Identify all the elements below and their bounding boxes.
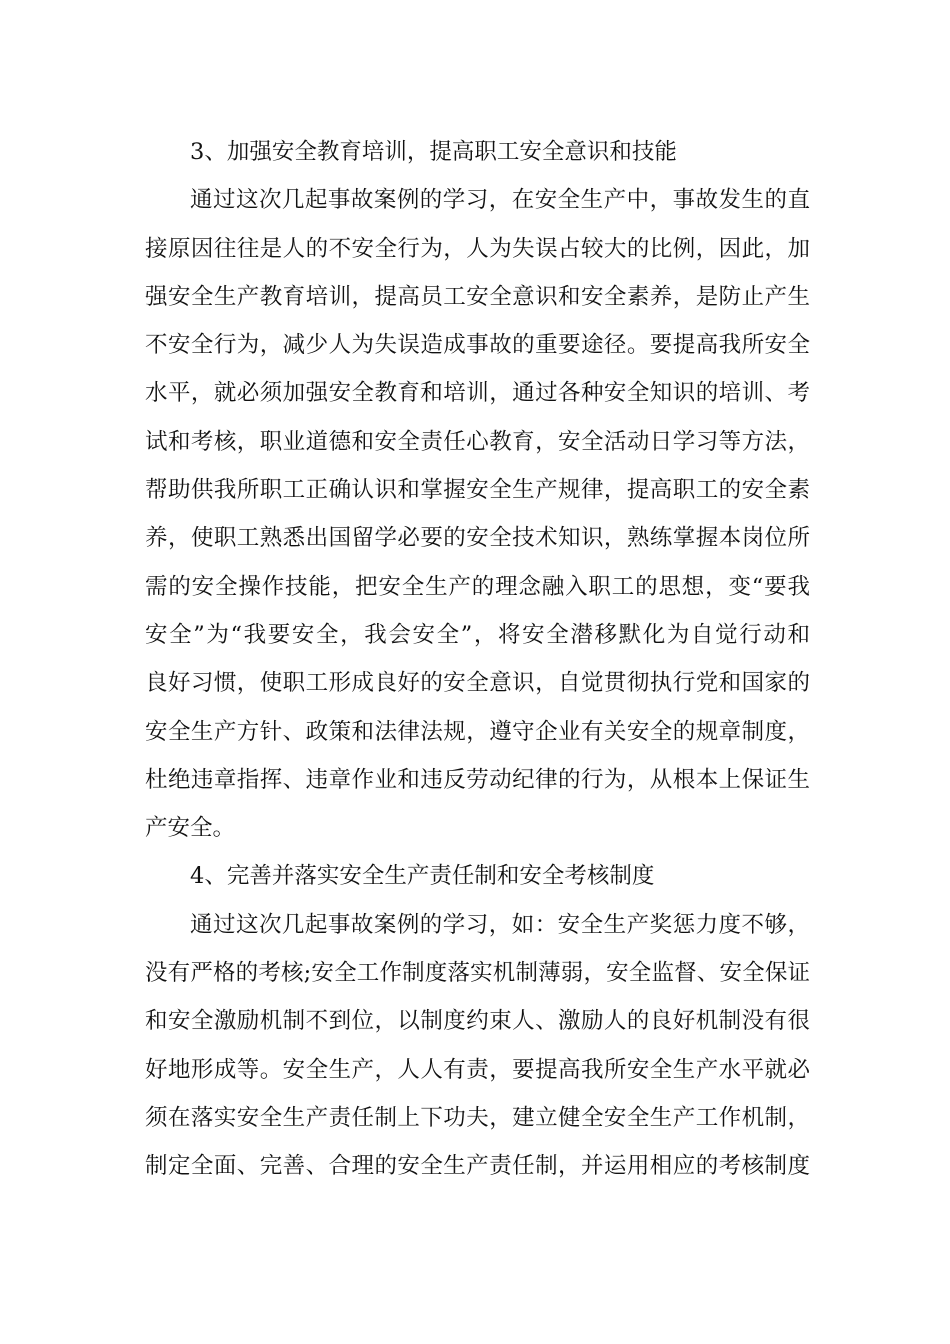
text-line: 杜绝违章指挥、违章作业和违反劳动纪律的行为，从根本上保证生 [145,766,810,793]
text-line: 和安全激励机制不到位，以制度约束人、激励人的良好机制没有很 [145,1008,810,1035]
text-line: 3、加强安全教育培训，提高职工安全意识和技能 [190,139,677,165]
text-line: 试和考核，职业道德和安全责任心教育，安全活动日学习等方法， [145,428,810,455]
text-line: 4、完善并落实安全生产责任制和安全考核制度 [190,863,655,890]
text-line: 安全生产方针、政策和法律法规，遵守企业有关安全的规章制度， [145,718,810,745]
text-line: 水平，就必须加强安全教育和培训，通过各种安全知识的培训、考 [145,380,810,407]
document-body [145,128,810,1191]
text-line: 通过这次几起事故案例的学习，如：安全生产奖惩力度不够， [190,911,810,938]
text-line: 安全”为“我要安全，我会安全”，将安全潜移默化为自觉行动和 [145,621,810,648]
text-line: 通过这次几起事故案例的学习，在安全生产中，事故发生的直 [190,187,810,214]
text-line: 养，使职工熟悉出国留学必要的安全技术知识，熟练掌握本岗位所 [145,525,810,552]
text-line: 接原因往往是人的不安全行为，人为失误占较大的比例，因此，加 [145,235,810,262]
text-line: 帮助供我所职工正确认识和掌握安全生产规律，提高职工的安全素 [145,477,810,504]
text-line: 产安全。 [145,815,236,842]
text-line: 需的安全操作技能，把安全生产的理念融入职工的思想，变“要我 [145,573,810,600]
text-line: 好地形成等。安全生产，人人有责，要提高我所安全生产水平就必 [145,1056,810,1083]
text-line: 没有严格的考核;安全工作制度落实机制薄弱，安全监督、安全保证 [145,960,810,987]
text-line: 制定全面、完善、合理的安全生产责任制，并运用相应的考核制度 [145,1153,810,1180]
text-line: 须在落实安全生产责任制上下功夫，建立健全安全生产工作机制， [145,1104,810,1131]
text-line: 良好习惯，使职工形成良好的安全意识，自觉贯彻执行党和国家的 [145,670,810,697]
text-line: 不安全行为，减少人为失误造成事故的重要途径。要提高我所安全 [145,332,810,359]
text-line: 强安全生产教育培训，提高员工安全意识和安全素养，是防止产生 [145,283,810,310]
